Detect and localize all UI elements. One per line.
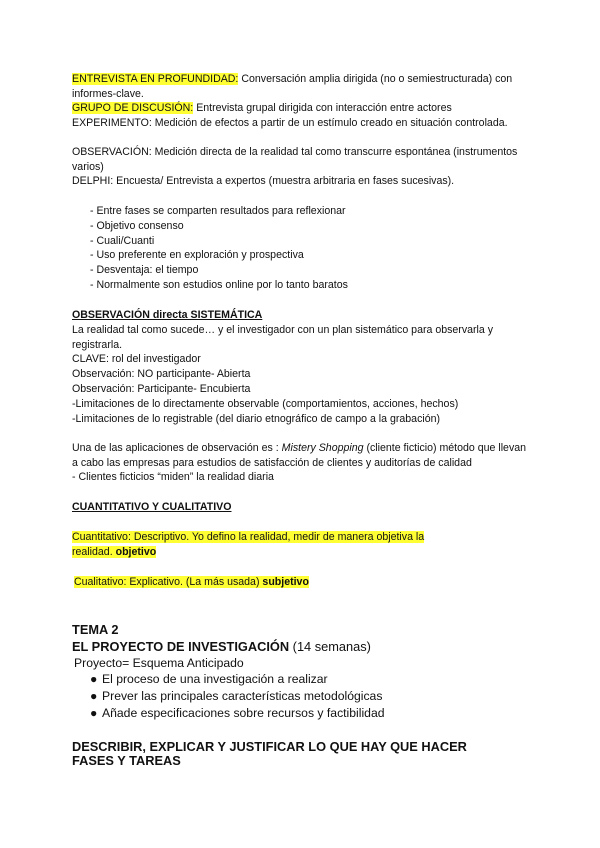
delphi-point: - Objetivo consenso (90, 220, 184, 232)
cuanti-cuali-heading: CUANTITATIVO Y CUALITATIVO (72, 501, 232, 513)
experimento-paragraph: EXPERIMENTO: Medición de efectos a partir de un estímulo creado en situación controlada. (72, 117, 508, 129)
bullet-text: El proceso de una investigación a realizar (102, 672, 328, 686)
entrevista-label: ENTREVISTA EN PROFUNDIDAD: (72, 73, 239, 85)
proyecto-bullet (90, 688, 382, 705)
bullet-icon: ● (90, 689, 98, 703)
cualitativo-paragraph (74, 575, 534, 590)
grupo-text: Entrevista grupal dirigida con interacción entre actores (193, 102, 452, 114)
app-post: (cliente ficticio) método que llevan a cabo las empresas para estudios de satisfacción de clientes y auditorías de calidad (72, 442, 527, 469)
fases-heading: FASES Y TAREAS (72, 753, 181, 768)
observacion-paragraph: OBSERVACIÓN: Medición directa de la realidad tal como transcurre espontánea (instrumentos varios) (72, 146, 518, 173)
obs-no-participante: Observación: NO participante- Abierta (72, 368, 251, 380)
clave-line: CLAVE: rol del investigador (72, 353, 201, 365)
delphi-point: - Entre fases se comparten resultados para reflexionar (90, 205, 346, 217)
obs-participante: Observación: Participante- Encubierta (72, 383, 251, 395)
proyecto-weeks: (14 semanas) (289, 639, 371, 654)
cuantitativo-paragraph (72, 530, 452, 560)
bullet-text: Añade especificaciones sobre recursos y factibilidad (102, 706, 385, 720)
cualitativo-text: Cualitativo: Explicativo. (La más usada) (74, 576, 263, 588)
cuantitativo-bold: objetivo (115, 546, 157, 558)
bullet-icon: ● (90, 706, 98, 720)
proyecto-bullet (90, 671, 328, 688)
observacion-intro: La realidad tal como sucede… y el investigador con un plan sistemático para observarla y registrarla. (72, 324, 494, 351)
bullet-text: Prever las principales características metodológicas (102, 689, 383, 703)
limitacion-observable: -Limitaciones de lo directamente observable (comportamientos, acciones, hechos) (72, 398, 459, 410)
grupo-label: GRUPO DE DISCUSIÓN: (72, 102, 194, 114)
clientes-line: - Clientes ficticios “miden” la realidad diaria (72, 471, 274, 483)
mistery-shopping-term: Mistery Shopping (281, 442, 364, 454)
entrevista-paragraph (72, 72, 532, 102)
delphi-point: - Normalmente son estudios online por lo tanto baratos (90, 279, 348, 291)
proyecto-heading (72, 638, 371, 655)
limitacion-registrable: -Limitaciones de lo registrable (del diario etnográfico de campo a la grabación) (72, 413, 441, 425)
delphi-point: - Desventaja: el tiempo (90, 264, 199, 276)
cuantitativo-text: Cuantitativo: Descriptivo. Yo defino la realidad, medir de manera objetiva la realidad. (72, 531, 425, 558)
delphi-paragraph: DELPHI: Encuesta/ Entrevista a expertos (muestra arbitraria en fases sucesivas). (72, 175, 455, 187)
proyecto-bold: EL PROYECTO DE INVESTIGACIÓN (72, 639, 290, 654)
esquema-line: Proyecto= Esquema Anticipado (74, 656, 244, 670)
observacion-heading: OBSERVACIÓN directa SISTEMÁTICA (72, 309, 263, 321)
app-pre: Una de las aplicaciones de observación es : (72, 442, 282, 454)
entrevista-text: Conversación amplia dirigida (no o semiestructurada) con informes-clave. (72, 73, 513, 100)
bullet-icon: ● (90, 672, 98, 686)
describir-heading: DESCRIBIR, EXPLICAR Y JUSTIFICAR LO QUE HAY QUE HACER (72, 739, 467, 754)
tema-heading: TEMA 2 (72, 622, 119, 637)
delphi-point: - Uso preferente en exploración y prospectiva (90, 249, 304, 261)
mistery-shopping-paragraph (72, 441, 532, 471)
grupo-paragraph (72, 101, 532, 116)
delphi-point: - Cuali/Cuanti (90, 235, 155, 247)
proyecto-bullet (90, 705, 385, 722)
cualitativo-bold: subjetivo (262, 576, 309, 588)
